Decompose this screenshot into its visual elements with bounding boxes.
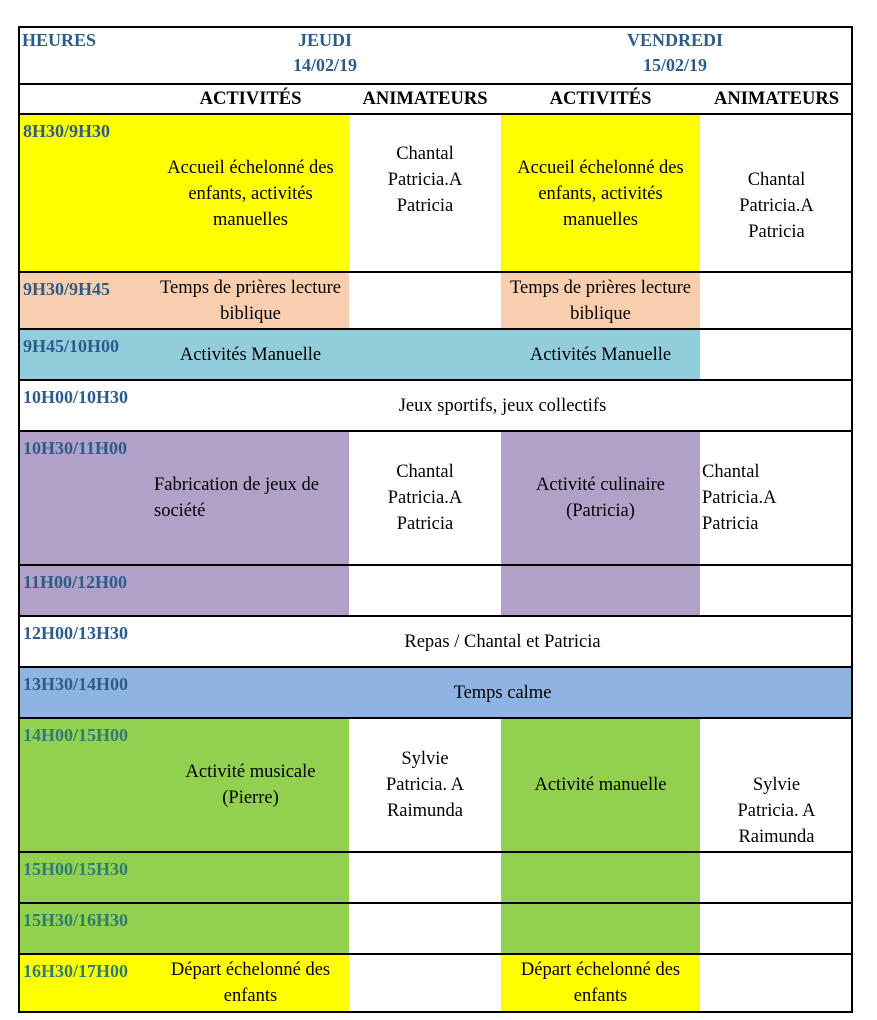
vendredi-activity-culinaire: Activité culinaire (Patricia) <box>536 475 665 521</box>
jeudi-activity-prieres: Temps de prières lecture biblique <box>159 277 342 324</box>
animator-name: Chantal <box>396 144 454 164</box>
time-13h30-14h00: 13H30/14H00 <box>23 674 129 694</box>
vendredi-activity-manuelle-14h: Activité manuelle <box>534 775 667 795</box>
jeudi-animators-10h30 <box>349 432 501 564</box>
time-9h30-9h45: 9H30/9H45 <box>23 279 111 299</box>
animator-name: Patricia. A <box>737 801 816 821</box>
jeudi-activity-musicale: Activité musicale (Pierre) <box>185 762 316 808</box>
vendredi-activity-accueil: Accueil échelonné des enfants, activités manuelles <box>517 157 684 230</box>
vendredi-activity-manuelle: Activités Manuelle <box>529 345 672 365</box>
grid-line <box>20 902 853 904</box>
animator-name: Patricia <box>702 514 759 534</box>
grid-line <box>20 83 853 85</box>
jeudi-animators-8h30 <box>349 115 501 245</box>
animator-name: Patricia.A <box>739 196 814 216</box>
vendredi-animators-10h30 <box>700 432 853 564</box>
hours-header: HEURES <box>22 30 97 50</box>
animator-name: Patricia <box>396 196 454 216</box>
grid-line <box>20 851 853 853</box>
time-12h00-13h30: 12H00/13H30 <box>23 623 129 643</box>
grid-line <box>20 717 853 719</box>
animator-name: Patricia.A <box>702 488 777 508</box>
time-9h45-10h00: 9H45/10H00 <box>23 336 120 356</box>
jeudi-animators-header: ANIMATEURS <box>362 88 488 109</box>
grid-line <box>20 953 853 955</box>
grid-line <box>20 615 853 617</box>
grid-line <box>20 1011 853 1013</box>
animator-name: Patricia. A <box>385 775 465 795</box>
animator-name: Sylvie <box>401 749 449 769</box>
grid-line <box>20 113 853 115</box>
grid-line <box>20 328 853 330</box>
vendredi-animators-header: ANIMATEURS <box>713 88 840 109</box>
vendredi-activity-depart: Départ échelonné des enfants <box>520 960 681 1006</box>
shared-repas: Repas / Chantal et Patricia <box>404 632 601 652</box>
grid-line <box>20 271 853 273</box>
animator-name: Chantal <box>396 462 454 482</box>
time-14h00-15h00: 14H00/15H00 <box>23 725 129 745</box>
time-16h30-17h00: 16H30/17H00 <box>23 961 129 981</box>
grid-line <box>851 26 853 1013</box>
day2-name: VENDREDI <box>626 30 723 50</box>
jeudi-activities-header: ACTIVITÉS <box>199 88 302 109</box>
animator-name: Patricia.A <box>387 170 463 190</box>
vendredi-activities-header: ACTIVITÉS <box>549 88 652 109</box>
vendredi-animators-14h00 <box>700 745 853 877</box>
time-8h30-9h30: 8H30/9H30 <box>23 121 111 141</box>
animator-name: Patricia.A <box>387 488 463 508</box>
animator-name: Raimunda <box>386 801 464 821</box>
time-10h30-11h00: 10H30/11H00 <box>23 438 128 458</box>
animator-name: Chantal <box>747 170 806 190</box>
animator-name: Sylvie <box>752 775 801 795</box>
animator-name: Chantal <box>702 462 760 482</box>
jeudi-activity-manuelle: Activités Manuelle <box>179 345 322 365</box>
jeudi-activity-depart: Départ échelonné des enfants <box>170 960 331 1006</box>
time-10h00-10h30: 10H00/10H30 <box>23 387 129 407</box>
grid-line <box>20 564 853 566</box>
vendredi-activity-prieres: Temps de prières lecture biblique <box>509 277 692 324</box>
grid-line <box>20 666 853 668</box>
grid-line <box>20 430 853 432</box>
grid-line <box>18 26 20 1013</box>
time-11h00-12h00: 11H00/12H00 <box>23 572 128 592</box>
vendredi-animators-8h30 <box>700 140 853 272</box>
animator-name: Patricia <box>396 514 454 534</box>
shared-temps-calme: Temps calme <box>453 683 552 703</box>
shared-jeux-sportifs: Jeux sportifs, jeux collectifs <box>398 396 607 416</box>
day2-date: 15/02/19 <box>642 55 707 75</box>
day1-date: 14/02/19 <box>292 55 357 75</box>
time-15h30-16h30: 15H30/16H30 <box>23 910 129 930</box>
grid-line <box>20 379 853 381</box>
time-15h00-15h30: 15H00/15H30 <box>23 859 129 879</box>
jeudi-animators-14h00 <box>349 719 501 851</box>
grid-line <box>20 26 853 28</box>
animator-name: Raimunda <box>738 827 815 847</box>
animator-name: Patricia <box>748 222 805 242</box>
jeudi-activity-accueil: Accueil échelonné des enfants, activités manuelles <box>167 157 334 230</box>
jeudi-activity-fabrication: Fabrication de jeux de société <box>154 475 319 521</box>
day1-name: JEUDI <box>297 30 352 50</box>
